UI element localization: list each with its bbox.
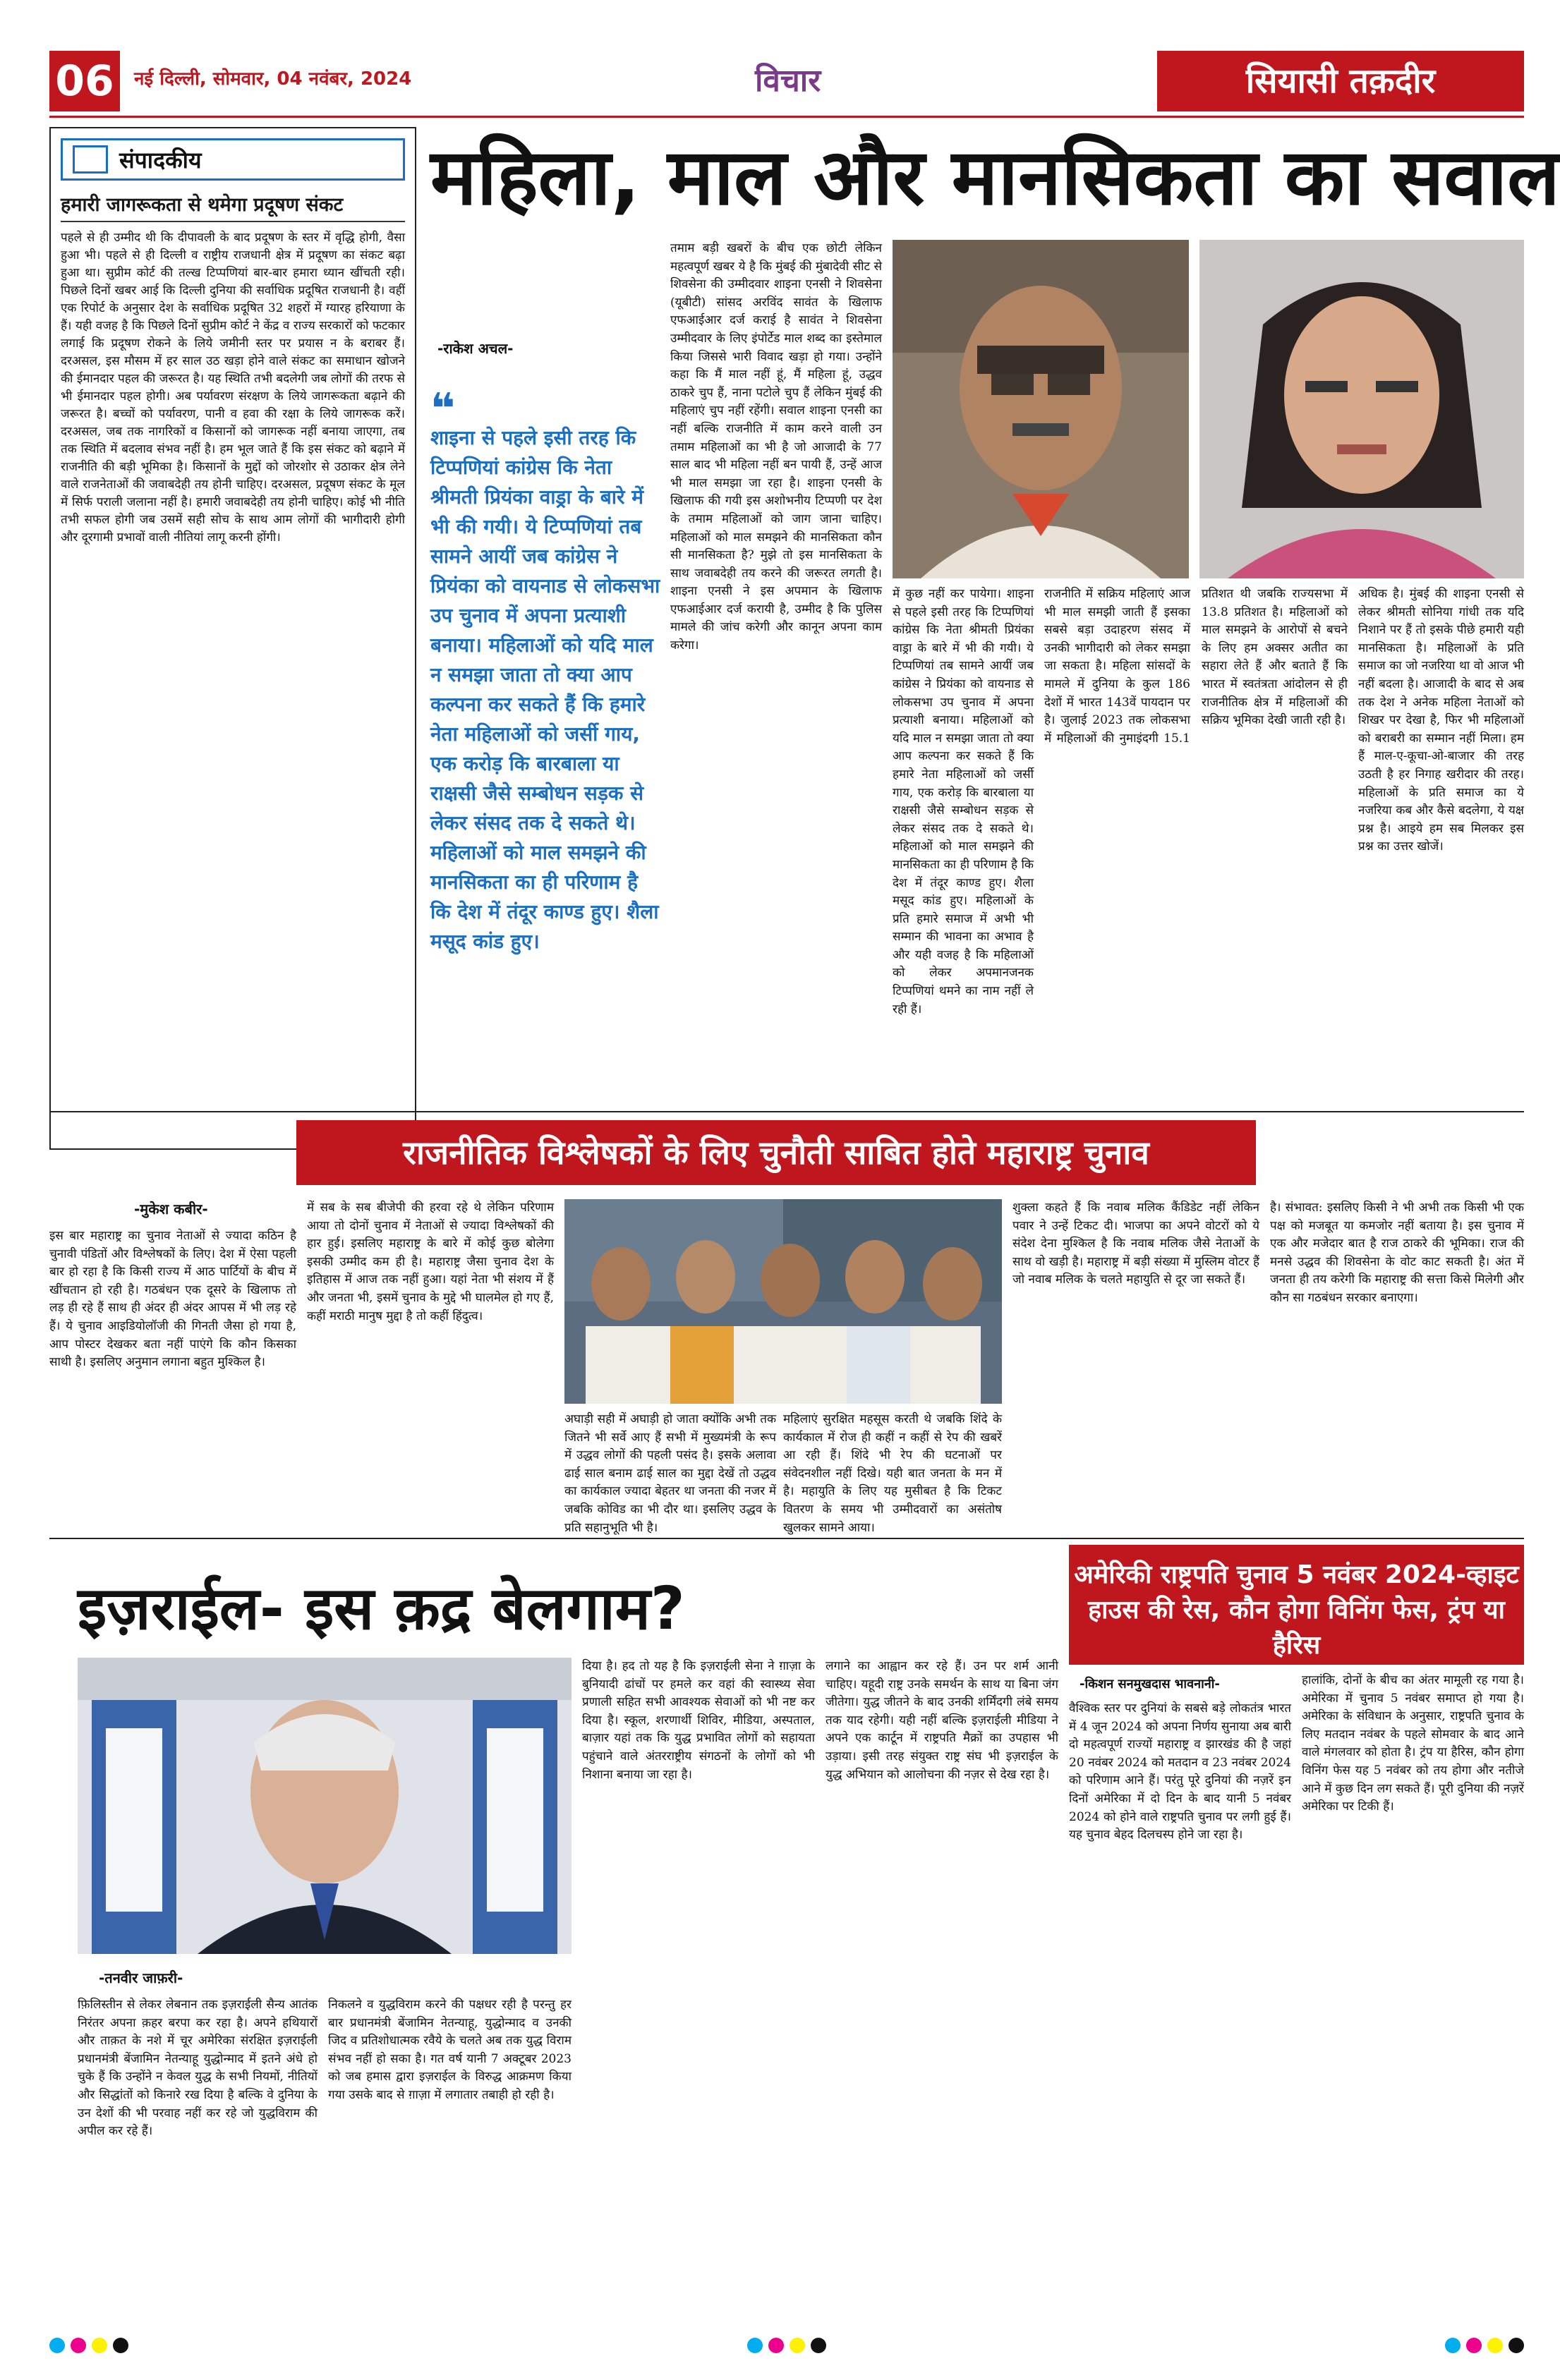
masthead-rule <box>49 116 1524 118</box>
lead-column-3: राजनीति में सक्रिय महिलाएं आज भी माल समझी जाती हैं इसका सबसे बड़ा उदाहरण संसद में उनकी भागीदारी को लेकर समझा जा सकता है। महिला सांसदों के मामले में दुनिया के कुल 186 देशों में भारत 143वें पायदान पर है। जुलाई 2023 तक लोकसभा में महिलाओं की नुमाइंदगी 15.1 प्रतिशत थी जबकि राज्यसभा में 13.8 प्रतिशत है। महिलाओं को माल समझने के आरोपों से बचने के लिए हम अक्सर अतीत का सहारा लेते हैं और बताते हैं कि भारत में स्वतंत्रता आंदोलन से ही राजनीतिक क्षेत्र में महिलाओं की सक्रिय भूमिका देखी जाती रही है। <box>1044 587 1348 746</box>
lead-pullquote <box>430 384 663 957</box>
magenta-dot-icon <box>71 2338 86 2353</box>
registration-dots-center <box>747 2338 826 2353</box>
page-number: 06 <box>49 51 120 111</box>
cyan-dot-icon <box>1445 2338 1461 2353</box>
maharashtra-column-6: है। संभावत: इसलिए किसी ने भी अभी तक किसी भी एक पक्ष को मजबूत या कमजोर नहीं बताया है। इस चुनाव में एक और मजेदार बात है राज ठाकरे की भूमिका। राज की मनसे उद्धव की शिवसेना के वोट काट सकती है। अंत में जनता ही तय करेगी कि महाराष्ट्र की सत्ता किसे मिलेगी और कौन सा गठबंधन सरकार बनाएगा। <box>1270 1201 1524 1305</box>
photo-netanyahu <box>78 1658 572 1954</box>
maharashtra-column-4: महिलाएं सुरक्षित महसूस करती थे जबकि शिंदे के कार्यकाल में रोज ही कहीं न कहीं से रेप की खबरें आ रही हैं। शिंदे भी रेप की घटनाओं पर संवेदनशील नहीं दिखे। यही बात जनता के मन में है। महायुति के लिए यह मुसीबत है कि टिकट वितरण के समय भी उम्मीदवारों का असंतोष खुलकर सामने आया। <box>783 1412 1002 1535</box>
israel-column-1: फ़िलिस्तीन से लेकर लेबनान तक इज़राईली सैन्य आतंक निरंतर अपना क़हर बरपा कर रहा है। अपने हथियारों और ताक़त के नशे में चूर अमेरिका संरक्षित इज़राईली प्रधानमंत्री बेंजामिन नेतन्याहू युद्धोन्माद में इतने अंधे हो चुके हैं कि उन्होंने न केवल युद्ध के सभी नियमों, नीतियों और सिद्धांतों को किनारे रख दिया है बल्कि वे दुनिया के उन देशों की भी परवाह नहीं कर रहे जो युद्धविराम की अपील कर रहे हैं। <box>78 1998 318 2139</box>
section-banner: सियासी तक़दीर <box>1157 51 1524 111</box>
photo-shaina-nc <box>1199 240 1524 578</box>
pullquote-text: शाइना से पहले इसी तरह कि टिप्पणियां कांग्रेस कि नेता श्रीमती प्रियंका वाड्रा के बारे में भी की गयी। ये टिप्पणियां तब सामने आयीं जब कांग्रेस ने प्रियंका को वायनाड से लोकसभा उप चुनाव में अपना प्रत्याशी बनाया। महिलाओं को यदि माल न समझा जाता तो क्या आप कल्पना कर सकते हैं कि हमारे नेता महिलाओं को जर्सी गाय, एक करोड़ कि बारबाला या राक्षसी जैसे सम्बोधन सड़क से लेकर संसद तक दे सकते थे। महिलाओं को माल समझने की मानसिकता का ही परिणाम है कि देश में तंदूर काण्ड हुए। शैला मसूद कांड हुए। <box>430 426 660 953</box>
editorial-body: पहले से ही उम्मीद थी कि दीपावली के बाद प्रदूषण के स्तर में वृद्धि होगी, वैसा हुआ भी। पहले से ही दिल्ली व राष्ट्रीय राजधानी क्षेत्र में प्रदूषण का संकट बढ़ा हुआ था। सुप्रीम कोर्ट की तल्ख टिप्पणियां बार-बार हमारा ध्यान खींचती रही। पिछले दिनों खबर आई कि दिल्ली दुनिया की सर्वाधिक प्रदूषित राजधानी है। वहीं एक रिपोर्ट के अनुसार देश के सर्वाधिक प्रदूषित 32 शहरों में ग्यारह हरियाणा के हैं। यही वजह है कि पिछले दिनों सुप्रीम कोर्ट ने केंद्र व राज्य सरकारों को फटकार लगाई कि प्रदूषण रोकने के लिये जमीनी स्तर पर प्रयास न के बराबर हैं। दरअसल, इस मौसम में हर साल उठ खड़ा होने वाले संकट का समाधान खोजने की ईमानदार पहल की जरूरत है। यह स्थिति तभी बदलेगी जब लोगों की तरफ से भी ईमानदार पहल होगी। अब पर्यावरण संरक्षण के लिये जागरूकता बढ़ाने की जरूरत है। बच्चों को पर्यावरण, पानी व हवा की रक्षा के लिये जागरूक करें। दरअसल, जब तक नागरिकों व किसानों को जागरूक नहीं बनाया जाएगा, तब तक स्थिति में बदलाव संभव नहीं है। हम भूल जाते हैं कि इस संकट को बढ़ाने में राजनीति की बड़ी भूमिका है। किसानों के मुद्दों को जोरशोर से उठाकर क्षेत्र लेने वाले राजनेताओं की जवाबदेही तय होनी चाहिए। दरअसल, प्रदूषण संकट के मूल में सिर्फ पराली जलाना नहीं है। हमारी जवाबदेही तय होनी चाहिए। कोई भी नीति तभी सफल होगी जब उसमें सही सोच के साथ आम लोगों की भागीदारी होगी और दूरगामी प्रभावों वाली नीतियां लागू करनी होंगी। <box>61 231 405 545</box>
cyan-dot-icon <box>49 2338 65 2353</box>
black-dot-icon <box>113 2338 128 2353</box>
israel-byline: -तनवीर जाफ़री- <box>99 1969 183 1986</box>
israel-column-2: निकलने व युद्धविराम करने की पक्षधर रही है परन्तु हर बार प्रधानमंत्री बेंजामिन नेतन्याहू, युद्धोन्माद व उनकी जिद व प्रतिशोधात्मक रवैये के चलते अब तक युद्ध विराम संभव नहीं हो सका है। गत वर्ष यानी 7 अक्टूबर 2023 को जब हमास द्वारा इज़राईल के विरुद्ध आक्रमण किया गया उसके बाद से ग़ाज़ा में लगातार तबाही हो रही है। <box>328 1998 572 2102</box>
section-rule-3 <box>49 1538 1524 1539</box>
section-label: विचार <box>755 63 821 99</box>
editorial-headline: हमारी जागरूकता से थमेगा प्रदूषण संकट <box>61 190 405 222</box>
editorial-label-box <box>61 138 405 181</box>
registration-dots-left <box>49 2338 128 2353</box>
photo-arvind-sawant <box>893 240 1189 578</box>
lead-column-2: में कुछ नहीं कर पायेगा। शाइना से पहले इसी तरह कि टिप्पणियां कांग्रेस कि नेता श्रीमती प्रियंका वाड्रा के बारे में भी की गयी। ये टिप्पणियां तब सामने आयीं जब कांग्रेस ने प्रियंका को वायनाड से लोकसभा उप चुनाव में अपना प्रत्याशी बनाया। महिलाओं को यदि माल न समझा जाता तो क्या आप कल्पना कर सकते हैं कि हमारे नेता महिलाओं को जर्सी गाय, एक करोड़ कि बारबाला या राक्षसी जैसे सम्बोधन सड़क से लेकर संसद तक दे सकते थे। महिलाओं को माल समझने की मानसिकता का ही परिणाम है कि देश में तंदूर काण्ड हुए। शैला मसूद कांड हुए। महिलाओं के प्रति हमारे समाज में अभी भी सम्मान की भावना का अभाव है और यही वजह है कि महिलाओं को लेकर अपमानजनक टिप्पणियां थमने का नाम नहीं ले रही हैं। <box>893 587 1034 1016</box>
cyan-dot-icon <box>747 2338 763 2353</box>
print-registration-bar <box>49 2335 1524 2356</box>
lead-headline: महिला, माल और मानसिकता का सवाल <box>430 132 1560 222</box>
israel-column-3: दिया है। हद तो यह है कि इज़राईली सेना ने ग़ाज़ा के बुनियादी ढांचों पर हमले कर वहां की स्वास्थ्य सेवा प्रणाली सहित सभी आवश्यक सेवाओं को भी नष्ट कर दिया है। स्कूल, शरणार्थी शिविर, मीडिया, अस्पताल, बाज़ार यहां तक कि युद्ध प्रभावित लोगों को सहायता पहुंचाने वाले अंतरराष्ट्रीय संगठनों के लोगों को भी निशाना बनाया जा रहा है। <box>582 1659 815 1782</box>
maharashtra-headline: राजनीतिक विश्लेषकों के लिए चुनौती साबित होते महाराष्ट्र चुनाव <box>296 1120 1256 1185</box>
black-dot-icon <box>1508 2338 1524 2353</box>
maharashtra-byline: -मुकेश कबीर- <box>134 1201 208 1218</box>
editorial-square-icon <box>73 145 108 174</box>
quote-icon: ❝ <box>430 384 456 434</box>
black-dot-icon <box>811 2338 826 2353</box>
editorial-label: संपादकीय <box>119 146 202 174</box>
maharashtra-column-1: इस बार महाराष्ट्र का चुनाव नेताओं से ज्यादा कठिन है चुनावी पंडितों और विश्लेषकों के लिए। देश में ऐसा पहली बार हो रहा है कि किसी राज्य में आठ पार्टियों के बीच में खींचतान हो रही है। गठबंधन एक दूसरे के खिलाफ तो लड़ ही रहे हैं साथ ही अंदर ही अंदर आपस में भी लड़ रहे हैं। ये चुनाव आइडियोलॉजी की गिनती जैसा हो गया है, आप पोस्टर देखकर बता नहीं पाएंगे कि कौन किसका साथी है। इसलिए अनुमान लगाना बहुत मुश्किल है। <box>49 1229 296 1370</box>
magenta-dot-icon <box>768 2338 784 2353</box>
maharashtra-column-3: अघाड़ी सही में अघाड़ी हो जाता क्योंकि अभी तक जितने भी सर्वे आए हैं सभी में मुख्यमंत्री के रूप में उद्धव लोगों की पहली पसंद है। इसके अलावा ढाई साल बनाम ढाई साल का मुद्दा देखें तो उद्धव का कार्यकाल ज्यादा बेहतर था जनता की नजर में जबकि कोविड का भी दौर था। इसलिए उद्धव के प्रति सहानुभूति भी है। <box>564 1412 776 1535</box>
us-election-headline: अमेरिकी राष्ट्रपति चुनाव 5 नवंबर 2024-व्हाइट हाउस की रेस, कौन होगा विनिंग फेस, ट्रंप या हैरिस <box>1069 1545 1524 1665</box>
lead-byline: -राकेश अचल- <box>437 340 514 357</box>
maharashtra-column-5: शुक्ला कहते हैं कि नवाब मलिक कैंडिडेट नहीं लेकिन पवार ने उन्हें टिकट दी। भाजपा का अपने वोटरों को ये संदेश देना मुश्किल है कि नवाब मलिक जैसे नेताओं के साथ वो खड़ी है। महाराष्ट्र में बड़ी संख्या में मुस्लिम वोटर हैं जो नवाब मलिक के चलते महायुति से दूर जा सकते हैं। <box>1012 1201 1259 1287</box>
israel-column-4: लगाने का आह्वान कर रहे हैं। उन पर शर्म आनी चाहिए। यहूदी राष्ट्र उनके समर्थन के साथ या बिना जंग जीतेगा। युद्ध जीतने के बाद उनकी शर्मिंदगी लंबे समय तक याद रहेगी। यही नहीं बल्कि इज़राईली मीडिया ने अपने एक कार्टून में राष्ट्रपति मैक्रों का उपहास भी उड़ाया। इसी तरह संयुक्त राष्ट्र संघ भी इज़राईल के युद्ध अभियान को आलोचना की नज़र से देख रहा है। <box>826 1659 1058 1782</box>
lead-column-4: अधिक है। मुंबई की शाइना एनसी से लेकर श्रीमती सोनिया गांधी तक यदि निशाने पर हैं तो इसके पीछे हमारी यही मानसिकता है। महिलाओं के प्रति समाज का जो नजरिया था वो आज भी नहीं बदला है। आजादी के बाद से अब तक देश ने अनेक महिला नेताओं को शिखर पर देखा है, फिर भी महिलाओं को बराबरी का सम्मान नहीं मिला। हम हैं माल-ए-कूचा-ओ-बाजार की तरह उठती है हर निगाह खरीदार की तरह। महिलाओं के प्रति समाज का ये नजरिया कब और कैसे बदलेगा, ये यक्ष प्रश्न है। आइये हम सब मिलकर इस प्रश्न का उत्तर खोजें। <box>1358 587 1524 854</box>
masthead <box>49 51 1524 111</box>
yellow-dot-icon <box>92 2338 107 2353</box>
us-column-1: वैश्विक स्तर पर दुनियां के सबसे बड़े लोकतंत्र भारत में 4 जून 2024 को अपना निर्णय सुनाया अब बारी दो महत्वपूर्ण राज्यों महाराष्ट्र व झारखंड की है जहां 20 नवंबर 2024 को मतदान व 23 नवंबर 2024 को परिणाम आने हैं। परंतु पूरे दुनियां की नज़रें इन दिनों अमेरिका में दो दिन के बाद यानी 5 नवंबर 2024 को होने वाले राष्ट्रपति चुनाव पर लगी हुई हैं। यह चुनाव बेहद दिलचस्प होने जा रहा है। <box>1069 1701 1291 1842</box>
maharashtra-column-2: में सब के सब बीजेपी की हरवा रहे थे लेकिन परिणाम आया तो दोनों चुनाव में नेताओं से ज्यादा विश्लेषकों की हार हुई। इसलिए महाराष्ट्र के बारे में कोई कुछ बोलेगा इसकी उम्मीद कम ही है। महाराष्ट्र जैसा चुनाव देश के इतिहास में आज तक नहीं हुआ। यहां नेता भी संशय में हैं और जनता भी, इसमें चुनाव के मुद्दे भी घालमेल हो गए हैं, कहीं मराठी मानुष मुद्दा है तो कहीं हिंदुत्व। <box>307 1201 554 1323</box>
yellow-dot-icon <box>1487 2338 1503 2353</box>
us-byline: -किशन सनमुखदास भावनानी- <box>1080 1677 1220 1692</box>
issue-date: नई दिल्ली, सोमवार, 04 नवंबर, 2024 <box>134 68 412 90</box>
yellow-dot-icon <box>790 2338 805 2353</box>
section-rule-2 <box>49 1111 1524 1112</box>
editorial-box <box>49 127 416 1150</box>
registration-dots-right <box>1445 2338 1524 2353</box>
magenta-dot-icon <box>1466 2338 1482 2353</box>
us-column-2: हालांकि, दोनों के बीच का अंतर मामूली रह गया है। अमेरिका में चुनाव 5 नवंबर समाप्त हो गया है। अमेरिका के संविधान के अनुसार, राष्ट्रपति चुनाव के लिए मतदान नवंबर के पहले सोमवार के बाद आने वाले मंगलवार को होता है। ट्रंप या हैरिस, कौन होगा विनिंग फेस यह 5 नवंबर को तय होगा और नतीजे आने में कुछ दिन लग सकते हैं। पूरी दुनिया की नज़रें अमेरिका पर टिकी हैं। <box>1302 1673 1524 1814</box>
israel-headline: इज़राईल- इस क़द्र बेलगाम? <box>78 1574 685 1643</box>
photo-maharashtra-leaders <box>564 1199 1002 1404</box>
lead-column-1: तमाम बड़ी खबरों के बीच एक छोटी लेकिन महत्वपूर्ण खबर ये है कि मुंबई की मुंबादेवी सीट से शिवसेना की उम्मीदवार शाइना एनसी ने शिवसेना (यूबीटी) सांसद अरविंद सावंत के खिलाफ एफआईआर दर्ज कराई है सावंत ने शिवसेना उम्मीदवार के लिए इंपोर्टेड माल शब्द का इस्तेमाल किया जिससे भारी विवाद खड़ा हो गया। उन्होंने कहा कि मैं माल नहीं हूं, मैं महिला हूं, उद्धव ठाकरे चुप हैं, नाना पटोले चुप हैं लेकिन मुंबई की महिलाएं चुप नहीं रहेंगी। सवाल शाइना एनसी का नहीं बल्कि राजनीति में काम करने वाली उन तमाम महिलाओं का भी है जो आजादी के 77 साल बाद भी महिला नहीं बन पायी हैं, उन्हें आज भी माल समझा जा रहा है। शाइना एनसी के खिलाफ की गयी इस अशोभनीय टिप्पणी पर देश के तमाम महिलाओं को जाग जाना चाहिए। महिलाओं को माल समझने की मानसिकता कौन सी मानसिकता है? मुझे तो इस मानसिकता के साथ जवाबदेही तय करने की जरूरत लगती है। शाइना एनसी ने इस अपमान के खिलाफ एफआईआर दर्ज करायी है, उम्मीद है कि पुलिस मामले की जांच करेगी और कानून अपना काम करेगा। <box>670 241 882 653</box>
